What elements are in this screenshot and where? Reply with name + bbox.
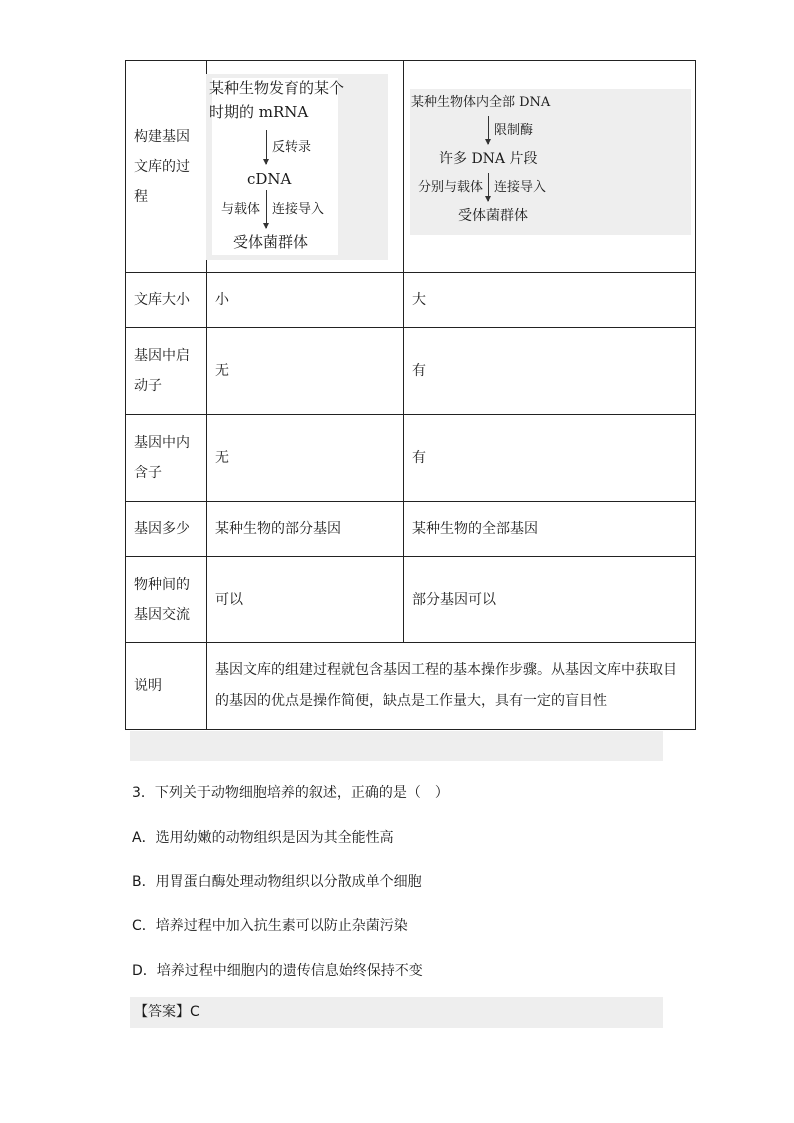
cdna-flow-step2-left: 与载体 bbox=[221, 201, 261, 217]
answer-line: 【答案】C bbox=[130, 997, 663, 1028]
cdna-flow-step2-right: 连接导入 bbox=[272, 201, 325, 217]
genomic-flow-step1: 限制酶 bbox=[494, 122, 534, 138]
genomic-library-flow-diagram bbox=[410, 89, 691, 235]
cdna-library-size: 小 bbox=[207, 273, 404, 328]
genomic-library-size: 大 bbox=[404, 273, 696, 328]
row-label-library-size: 文库大小 bbox=[126, 273, 207, 328]
cdna-flow-arrow-1 bbox=[266, 130, 267, 164]
cdna-flow-arrow-2 bbox=[266, 190, 267, 228]
cdna-library-flow-diagram bbox=[206, 74, 388, 260]
genomic-flow-mid: 许多 DNA 片段 bbox=[439, 150, 538, 167]
gene-library-comparison-table bbox=[125, 60, 696, 730]
cdna-flow-end: 受体菌群体 bbox=[233, 232, 309, 251]
cdna-intron: 无 bbox=[207, 415, 404, 502]
option-b: B．用胃蛋白酶处理动物组织以分散成单个细胞 bbox=[132, 874, 422, 890]
genomic-gene-count: 某种生物的全部基因 bbox=[404, 502, 696, 557]
note-text: 基因文库的组建过程就包含基因工程的基本操作步骤。从基因文库中获取目的基因的优点是操作简便，缺点是工作量大，具有一定的盲目性 bbox=[207, 643, 696, 730]
cdna-flow-step1: 反转录 bbox=[272, 139, 312, 155]
genomic-flow-end: 受体菌群体 bbox=[458, 207, 528, 224]
row-label-note: 说明 bbox=[126, 643, 207, 730]
option-c: C．培养过程中加入抗生素可以防止杂菌污染 bbox=[132, 918, 408, 934]
row-label-gene-exchange: 物种间的基因交流 bbox=[126, 557, 207, 643]
question-stem: 3．下列关于动物细胞培养的叙述，正确的是（ ） bbox=[132, 785, 449, 801]
genomic-gene-exchange: 部分基因可以 bbox=[404, 557, 696, 643]
shaded-spacer bbox=[130, 731, 663, 761]
cdna-gene-exchange: 可以 bbox=[207, 557, 404, 643]
genomic-flow-step2-left: 分别与载体 bbox=[418, 179, 484, 195]
genomic-flow-start: 某种生物体内全部 DNA bbox=[411, 94, 551, 110]
cdna-gene-count: 某种生物的部分基因 bbox=[207, 502, 404, 557]
row-label-gene-count: 基因多少 bbox=[126, 502, 207, 557]
option-d: D．培养过程中细胞内的遗传信息始终保持不变 bbox=[132, 963, 423, 979]
genomic-intron: 有 bbox=[404, 415, 696, 502]
cdna-flow-start: 某种生物发育的某个时期的 mRNA bbox=[209, 78, 345, 121]
genomic-flow-step2-right: 连接导入 bbox=[494, 179, 547, 195]
row-label-process: 构建基因文库的过程 bbox=[126, 61, 207, 273]
row-label-promoter: 基因中启动子 bbox=[126, 328, 207, 415]
row-label-intron: 基因中内含子 bbox=[126, 415, 207, 502]
genomic-flow-arrow-1 bbox=[488, 116, 489, 144]
genomic-promoter: 有 bbox=[404, 328, 696, 415]
cdna-promoter: 无 bbox=[207, 328, 404, 415]
option-a: A．选用幼嫩的动物组织是因为其全能性高 bbox=[132, 830, 394, 846]
cdna-flow-mid: cDNA bbox=[247, 169, 292, 188]
genomic-flow-arrow-2 bbox=[488, 173, 489, 201]
